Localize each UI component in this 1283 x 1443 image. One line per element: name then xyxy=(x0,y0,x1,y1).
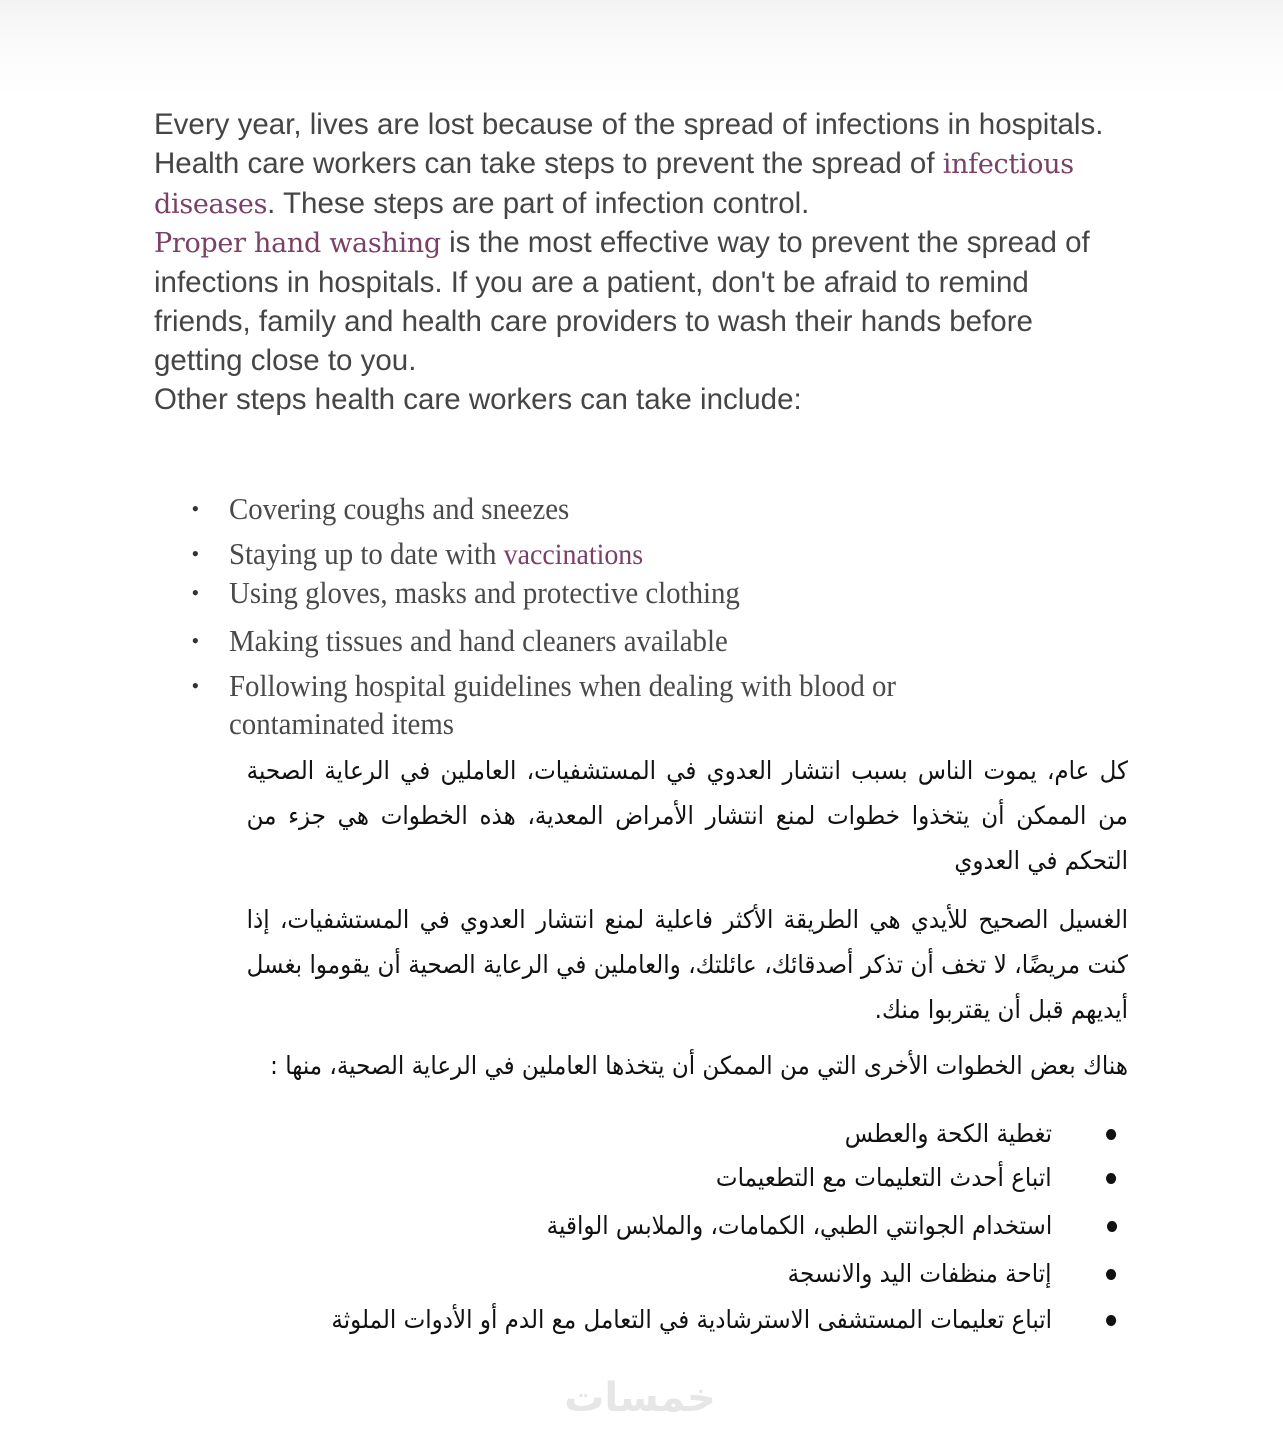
bullet-icon: • xyxy=(191,673,200,698)
arabic-paragraph-3: هناك بعض الخطوات الأخرى التي من الممكن أن يتخذها العاملين في الرعاية الصحية، منها : xyxy=(270,1051,1128,1080)
arabic-paragraph-1: كل عام، يموت الناس بسبب انتشار العدوي في المستشفيات، العاملين في الرعاية الصحية من الممكن أن يتخذوا خطوات لمنع انتشار الأمراض المعدية، هذه الخطوات هي جزء من التحكم في العدوي xyxy=(246,756,1128,875)
list-item: • Staying up to date with vaccinations xyxy=(191,536,644,571)
list-item: تغطية الكحة والعطس xyxy=(844,1112,1083,1156)
bullet-icon: • xyxy=(191,496,200,521)
bullet-icon xyxy=(1106,1269,1116,1280)
bullet-icon xyxy=(1106,1129,1116,1140)
arabic-paragraph-2: الغسيل الصحيح للأيدي هي الطريقة الأكثر فاعلية لمنع انتشار العدوي في المستشفيات، إذا كنت مريضًا، لا تخف أن تذكر أصدقائك، عائلتك، والعاملين في الرعاية الصحية أن يقوموا بغسل أيديهم قبل أن يقتربوا منك. xyxy=(246,905,1128,1024)
list-item: استخدام الجوانتي الطبي، الكمامات، والملابس الواقية xyxy=(546,1204,1083,1248)
bullet-icon: • xyxy=(191,541,200,566)
list-item: • Covering coughs and sneezes xyxy=(191,491,570,526)
bullet-icon: • xyxy=(191,580,200,605)
bullet-icon xyxy=(1106,1315,1116,1326)
bullet-icon: • xyxy=(191,628,200,653)
english-paragraph-2: Proper hand washing is the most effective way to prevent the spread of infections in hospitals. If you are a patient, don't be afraid to remind friends, family and health care providers to wash their hands before getting close to you. xyxy=(154,226,1090,377)
english-paragraph-1: Every year, lives are lost because of the spread of infections in hospitals. Health care workers can take steps to prevent the spread of infectious diseases. These steps are part of infection control. xyxy=(154,108,1104,220)
list-item: اتباع تعليمات المستشفى الاسترشادية في التعامل مع الدم أو الأدوات الملوثة xyxy=(331,1298,1083,1342)
list-item: إتاحة منظفات اليد والانسجة xyxy=(788,1252,1083,1296)
list-item: • Making tissues and hand cleaners available xyxy=(191,623,728,658)
link-proper-hand-washing[interactable]: Proper hand washing xyxy=(154,228,441,260)
list-item: • Using gloves, masks and protective clothing xyxy=(191,575,740,610)
list-item: • Following hospital guidelines when dealing with blood or contaminated items xyxy=(191,668,897,741)
english-paragraph-3: Other steps health care workers can take include: xyxy=(154,382,802,416)
bullet-icon xyxy=(1106,1221,1116,1232)
khamsat-watermark-logo: خمسات xyxy=(564,1375,716,1421)
list-item: اتباع أحدث التعليمات مع التطعيمات xyxy=(716,1156,1083,1200)
english-section xyxy=(154,106,1129,419)
bullet-icon xyxy=(1106,1173,1116,1184)
link-infectious-diseases[interactable]: infectious diseases xyxy=(154,148,1074,220)
link-vaccinations[interactable]: vaccinations xyxy=(503,538,644,571)
